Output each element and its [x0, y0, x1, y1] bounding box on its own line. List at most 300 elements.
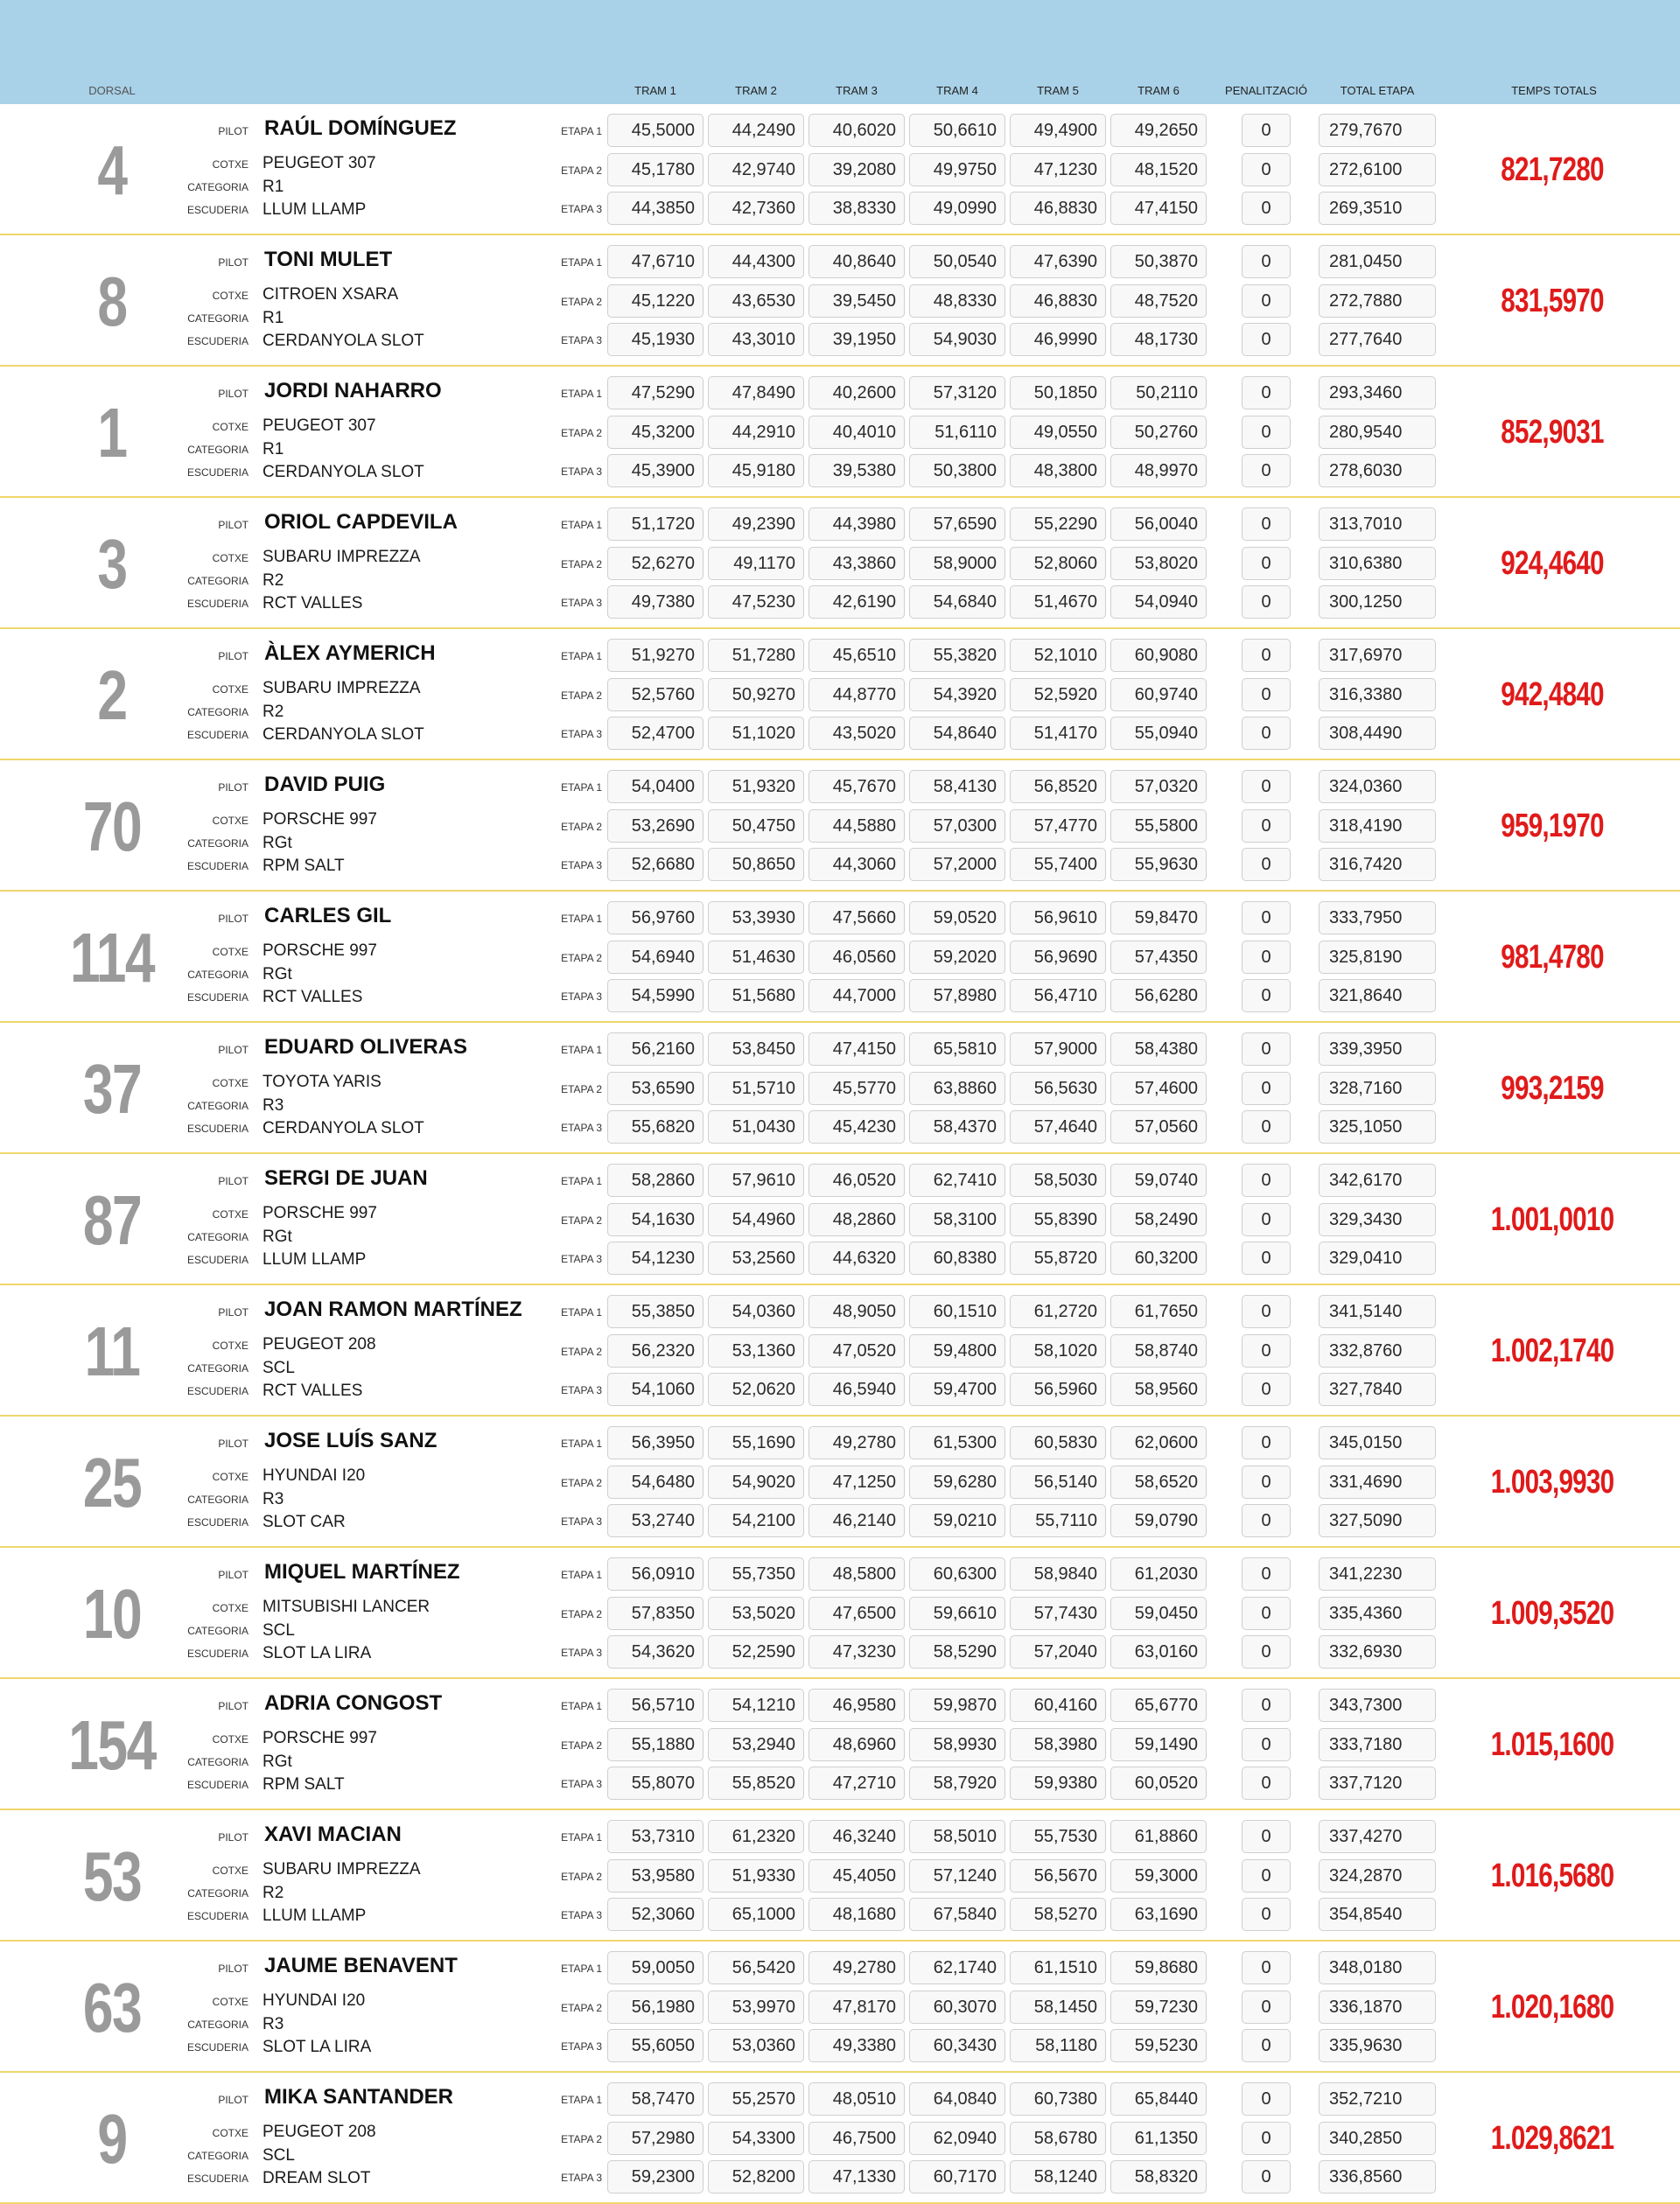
- penalty-value: 0: [1242, 1859, 1291, 1893]
- penalty-value: 0: [1242, 2082, 1291, 2116]
- categoria-value: R3: [262, 1490, 284, 1508]
- tram-time: 58,9840: [1010, 1557, 1106, 1591]
- tram-time: 54,9020: [708, 1466, 804, 1499]
- label-cotxe: COTXE: [212, 290, 248, 302]
- label-categoria: CATEGORIA: [187, 1231, 248, 1243]
- tram-time: 44,2910: [708, 416, 804, 449]
- total-time: 1.029,8621: [1490, 2120, 1614, 2157]
- penalty-value: 0: [1242, 192, 1291, 225]
- tram-time: 58,7470: [607, 2082, 704, 2116]
- stage-label: ETAPA 3: [561, 465, 602, 478]
- tram-time: 55,7530: [1010, 1820, 1106, 1853]
- tram-time: 58,8740: [1110, 1334, 1207, 1368]
- dorsal-number: 63: [82, 1969, 142, 2047]
- pilot-name: DAVID PUIG: [264, 773, 386, 796]
- penalty-value: 0: [1242, 1295, 1291, 1328]
- penalty-value: 0: [1242, 1635, 1291, 1669]
- tram-time: 58,2490: [1110, 1203, 1207, 1236]
- tram-time: 47,6500: [808, 1597, 905, 1630]
- tram-time: 53,2560: [708, 1242, 804, 1275]
- total-time: 1.020,1680: [1490, 1989, 1614, 2026]
- stage-total: 328,7160: [1319, 1072, 1436, 1105]
- tram-time: 54,1230: [607, 1242, 704, 1275]
- tram-time: 64,0840: [909, 2082, 1005, 2116]
- stage-label: ETAPA 2: [561, 1214, 602, 1227]
- penalty-value: 0: [1242, 1334, 1291, 1368]
- pilot-name: CARLES GIL: [264, 904, 392, 927]
- tram-time: 55,8390: [1010, 1203, 1106, 1236]
- tram-time: 55,3820: [909, 639, 1005, 672]
- result-row: [0, 2073, 1680, 2204]
- stage-total: 327,5090: [1319, 1504, 1436, 1537]
- penalty-value: 0: [1242, 1164, 1291, 1197]
- categoria-value: R3: [262, 1096, 284, 1115]
- tram-time: 57,0560: [1110, 1110, 1207, 1144]
- label-pilot: PILOT: [218, 781, 248, 794]
- tram-time: 58,8320: [1110, 2160, 1207, 2194]
- tram-time: 55,7110: [1010, 1504, 1106, 1537]
- tram-time: 58,9930: [909, 1728, 1005, 1761]
- dorsal-number: 87: [82, 1181, 142, 1259]
- tram-time: 59,0450: [1110, 1597, 1207, 1630]
- penalty-value: 0: [1242, 507, 1291, 541]
- penalty-value: 0: [1242, 1898, 1291, 1931]
- label-escuderia: ESCUDERIA: [186, 204, 248, 216]
- tram-time: 51,9330: [708, 1859, 804, 1893]
- tram-time: 48,1520: [1110, 153, 1207, 186]
- total-time: 1.001,0010: [1490, 1201, 1614, 1238]
- penalty-value: 0: [1242, 1557, 1291, 1591]
- pilot-name: XAVI MACIAN: [264, 1823, 402, 1846]
- tram-time: 46,8830: [1010, 192, 1106, 225]
- label-escuderia: ESCUDERIA: [186, 1123, 248, 1135]
- pilot-name: JOSE LUÍS SANZ: [264, 1429, 438, 1452]
- label-pilot: PILOT: [218, 388, 248, 400]
- tram-time: 59,8680: [1110, 1951, 1207, 1984]
- tram-time: 46,3240: [808, 1820, 905, 1853]
- label-cotxe: COTXE: [212, 1733, 248, 1746]
- categoria-value: R2: [262, 1884, 284, 1902]
- tram-time: 44,3850: [607, 192, 704, 225]
- header-column-3: TRAM 3: [836, 84, 878, 97]
- stage-label: ETAPA 2: [561, 2133, 602, 2145]
- cotxe-value: PORSCHE 997: [262, 810, 377, 829]
- stage-label: ETAPA 1: [561, 125, 602, 137]
- tram-time: 59,9870: [909, 1689, 1005, 1722]
- label-cotxe: COTXE: [212, 1471, 248, 1483]
- pilot-name: TONI MULET: [264, 248, 393, 271]
- dorsal-number: 9: [97, 2100, 127, 2178]
- penalty-value: 0: [1242, 1504, 1291, 1537]
- tram-time: 49,2780: [808, 1951, 905, 1984]
- stage-total: 277,7640: [1319, 323, 1436, 356]
- escuderia-value: LLUM LLAMP: [262, 1907, 367, 1925]
- tram-time: 45,3900: [607, 454, 704, 487]
- tram-time: 63,1690: [1110, 1898, 1207, 1931]
- results-table: [0, 104, 1680, 2204]
- tram-time: 47,8170: [808, 1991, 905, 2024]
- cotxe-value: HYUNDAI I20: [262, 1991, 366, 2010]
- dorsal-number: 8: [97, 262, 127, 340]
- categoria-value: R1: [262, 440, 284, 458]
- stage-label: ETAPA 3: [561, 1253, 602, 1265]
- label-pilot: PILOT: [218, 125, 248, 137]
- stage-total: 329,0410: [1319, 1242, 1436, 1275]
- categoria-value: RGt: [262, 834, 292, 852]
- tram-time: 46,9580: [808, 1689, 905, 1722]
- penalty-value: 0: [1242, 639, 1291, 672]
- pilot-name: EDUARD OLIVERAS: [264, 1035, 468, 1059]
- tram-time: 46,7500: [808, 2122, 905, 2155]
- tram-time: 57,8980: [909, 979, 1005, 1012]
- tram-time: 54,0400: [607, 770, 704, 803]
- tram-time: 56,9690: [1010, 941, 1106, 974]
- penalty-value: 0: [1242, 1951, 1291, 1984]
- tram-time: 51,9320: [708, 770, 804, 803]
- dorsal-number: 154: [68, 1706, 156, 1784]
- tram-time: 55,0940: [1110, 717, 1207, 750]
- stage-total: 337,4270: [1319, 1820, 1436, 1853]
- tram-time: 45,6510: [808, 639, 905, 672]
- stage-label: ETAPA 2: [561, 2002, 602, 2014]
- penalty-value: 0: [1242, 979, 1291, 1012]
- tram-time: 48,0510: [808, 2082, 905, 2116]
- tram-time: 45,1930: [607, 323, 704, 356]
- stage-total: 341,5140: [1319, 1295, 1436, 1328]
- result-row: [0, 1417, 1680, 1548]
- total-time: 1.002,1740: [1490, 1333, 1614, 1369]
- tram-time: 52,4700: [607, 717, 704, 750]
- escuderia-value: SLOT CAR: [262, 1513, 346, 1531]
- tram-time: 58,5030: [1010, 1164, 1106, 1197]
- result-row: [0, 629, 1680, 760]
- tram-time: 39,5380: [808, 454, 905, 487]
- penalty-value: 0: [1242, 114, 1291, 147]
- tram-time: 54,1060: [607, 1373, 704, 1406]
- stage-label: ETAPA 2: [561, 558, 602, 570]
- stage-label: ETAPA 3: [561, 203, 602, 215]
- stage-label: ETAPA 3: [561, 728, 602, 740]
- tram-time: 46,2140: [808, 1504, 905, 1537]
- header-total-etapa: TOTAL ETAPA: [1340, 84, 1415, 97]
- pilot-name: JAUME BENAVENT: [264, 1954, 458, 1977]
- tram-time: 58,1240: [1010, 2160, 1106, 2194]
- tram-time: 45,9180: [708, 454, 804, 487]
- label-categoria: CATEGORIA: [187, 1494, 248, 1506]
- tram-time: 39,2080: [808, 153, 905, 186]
- tram-time: 54,3300: [708, 2122, 804, 2155]
- stage-label: ETAPA 3: [561, 859, 602, 871]
- tram-time: 57,7430: [1010, 1597, 1106, 1630]
- penalty-value: 0: [1242, 416, 1291, 449]
- cotxe-value: SUBARU IMPREZZA: [262, 1860, 421, 1879]
- tram-time: 54,3920: [909, 678, 1005, 711]
- tram-time: 54,9030: [909, 323, 1005, 356]
- penalty-value: 0: [1242, 809, 1291, 843]
- stage-label: ETAPA 3: [561, 1647, 602, 1659]
- tram-time: 45,3200: [607, 416, 704, 449]
- tram-time: 56,3950: [607, 1426, 704, 1459]
- tram-time: 53,6590: [607, 1072, 704, 1105]
- tram-time: 49,0990: [909, 192, 1005, 225]
- tram-time: 47,5230: [708, 585, 804, 619]
- tram-time: 56,2160: [607, 1032, 704, 1066]
- tram-time: 47,1330: [808, 2160, 905, 2194]
- stage-total: 352,7210: [1319, 2082, 1436, 2116]
- tram-time: 49,4900: [1010, 114, 1106, 147]
- categoria-value: R1: [262, 309, 284, 327]
- tram-time: 43,3860: [808, 547, 905, 580]
- stage-label: ETAPA 1: [561, 913, 602, 925]
- tram-time: 54,4960: [708, 1203, 804, 1236]
- penalty-value: 0: [1242, 454, 1291, 487]
- tram-time: 58,1020: [1010, 1334, 1106, 1368]
- tram-time: 60,5830: [1010, 1426, 1106, 1459]
- tram-time: 50,1850: [1010, 376, 1106, 409]
- stage-label: ETAPA 3: [561, 334, 602, 346]
- result-row: [0, 1679, 1680, 1810]
- total-time: 1.009,3520: [1490, 1595, 1614, 1632]
- categoria-value: RGt: [262, 1753, 292, 1771]
- stage-label: ETAPA 1: [561, 1306, 602, 1319]
- pilot-name: MIKA SANTANDER: [264, 2085, 453, 2109]
- tram-time: 49,2650: [1110, 114, 1207, 147]
- categoria-value: SCL: [262, 2146, 295, 2165]
- tram-time: 55,1880: [607, 1728, 704, 1761]
- tram-time: 50,2110: [1110, 376, 1207, 409]
- tram-time: 59,0210: [909, 1504, 1005, 1537]
- stage-label: ETAPA 3: [561, 1384, 602, 1396]
- tram-time: 59,2300: [607, 2160, 704, 2194]
- stage-label: ETAPA 2: [561, 427, 602, 439]
- categoria-value: RGt: [262, 1228, 292, 1246]
- stage-total: 318,4190: [1319, 809, 1436, 843]
- tram-time: 52,6270: [607, 547, 704, 580]
- label-pilot: PILOT: [218, 256, 248, 269]
- label-categoria: CATEGORIA: [187, 444, 248, 456]
- total-time: 1.016,5680: [1490, 1858, 1614, 1894]
- tram-time: 60,3070: [909, 1991, 1005, 2024]
- tram-time: 50,3800: [909, 454, 1005, 487]
- cotxe-value: CITROEN XSARA: [262, 285, 399, 304]
- tram-time: 59,6610: [909, 1597, 1005, 1630]
- tram-time: 46,5940: [808, 1373, 905, 1406]
- tram-time: 63,8860: [909, 1072, 1005, 1105]
- label-pilot: PILOT: [218, 1044, 248, 1056]
- stage-total: 332,8760: [1319, 1334, 1436, 1368]
- tram-time: 47,4150: [808, 1032, 905, 1066]
- result-row: [0, 235, 1680, 367]
- tram-time: 60,7170: [909, 2160, 1005, 2194]
- tram-time: 45,1780: [607, 153, 704, 186]
- tram-time: 59,4700: [909, 1373, 1005, 1406]
- label-cotxe: COTXE: [212, 158, 248, 171]
- stage-total: 324,2870: [1319, 1859, 1436, 1893]
- tram-time: 51,7280: [708, 639, 804, 672]
- stage-total: 321,8640: [1319, 979, 1436, 1012]
- stage-total: 325,1050: [1319, 1110, 1436, 1144]
- tram-time: 52,0620: [708, 1373, 804, 1406]
- tram-time: 47,6710: [607, 245, 704, 278]
- penalty-value: 0: [1242, 2160, 1291, 2194]
- stage-label: ETAPA 3: [561, 1122, 602, 1134]
- dorsal-number: 53: [82, 1837, 142, 1915]
- stage-total: 317,6970: [1319, 639, 1436, 672]
- cotxe-value: SUBARU IMPREZZA: [262, 548, 421, 566]
- header-column-1: TRAM 1: [634, 84, 676, 97]
- stage-total: 272,6100: [1319, 153, 1436, 186]
- tram-time: 58,3980: [1010, 1728, 1106, 1761]
- stage-label: ETAPA 3: [561, 1778, 602, 1790]
- label-cotxe: COTXE: [212, 1208, 248, 1221]
- tram-time: 48,8330: [909, 284, 1005, 318]
- stage-total: 327,7840: [1319, 1373, 1436, 1406]
- stage-label: ETAPA 1: [561, 1700, 602, 1712]
- dorsal-number: 114: [70, 919, 154, 997]
- penalty-value: 0: [1242, 2122, 1291, 2155]
- tram-time: 52,6680: [607, 848, 704, 881]
- stage-total: 333,7180: [1319, 1728, 1436, 1761]
- tram-time: 53,2940: [708, 1728, 804, 1761]
- tram-time: 50,4750: [708, 809, 804, 843]
- label-escuderia: ESCUDERIA: [186, 2173, 248, 2185]
- tram-time: 40,2600: [808, 376, 905, 409]
- tram-time: 59,4800: [909, 1334, 1005, 1368]
- escuderia-value: LLUM LLAMP: [262, 200, 367, 219]
- escuderia-value: SLOT LA LIRA: [262, 1644, 372, 1662]
- stage-total: 313,7010: [1319, 507, 1436, 541]
- result-row: [0, 367, 1680, 498]
- tram-time: 45,7670: [808, 770, 905, 803]
- label-pilot: PILOT: [218, 2094, 248, 2106]
- stage-total: 333,7950: [1319, 901, 1436, 934]
- stage-label: ETAPA 1: [561, 2094, 602, 2106]
- tram-time: 50,3870: [1110, 245, 1207, 278]
- cotxe-value: PEUGEOT 307: [262, 416, 376, 435]
- tram-time: 53,7310: [607, 1820, 704, 1853]
- label-pilot: PILOT: [218, 1963, 248, 1975]
- tram-time: 55,7350: [708, 1557, 804, 1591]
- dorsal-number: 10: [82, 1575, 142, 1653]
- tram-time: 56,5670: [1010, 1859, 1106, 1893]
- penalty-value: 0: [1242, 1242, 1291, 1275]
- escuderia-value: CERDANYOLA SLOT: [262, 1119, 424, 1137]
- tram-time: 58,5010: [909, 1820, 1005, 1853]
- result-row: [0, 1810, 1680, 1942]
- tram-time: 57,2980: [607, 2122, 704, 2155]
- tram-time: 51,4170: [1010, 717, 1106, 750]
- tram-time: 56,5710: [607, 1689, 704, 1722]
- tram-time: 58,4130: [909, 770, 1005, 803]
- stage-label: ETAPA 2: [561, 1871, 602, 1883]
- tram-time: 45,5000: [607, 114, 704, 147]
- total-time: 1.015,1600: [1490, 1726, 1614, 1763]
- tram-time: 58,2860: [607, 1164, 704, 1197]
- label-escuderia: ESCUDERIA: [186, 729, 248, 741]
- tram-time: 55,2290: [1010, 507, 1106, 541]
- result-row: [0, 1548, 1680, 1679]
- tram-time: 53,8450: [708, 1032, 804, 1066]
- dorsal-number: 3: [97, 525, 127, 603]
- tram-time: 40,6020: [808, 114, 905, 147]
- cotxe-value: SUBARU IMPREZZA: [262, 679, 421, 697]
- tram-time: 57,0300: [909, 809, 1005, 843]
- tram-time: 49,1170: [708, 547, 804, 580]
- tram-time: 54,1630: [607, 1203, 704, 1236]
- stage-total: 354,8540: [1319, 1898, 1436, 1931]
- dorsal-number: 25: [82, 1444, 142, 1522]
- tram-time: 49,2780: [808, 1426, 905, 1459]
- stage-label: ETAPA 2: [561, 689, 602, 702]
- tram-time: 65,5810: [909, 1032, 1005, 1066]
- result-row: [0, 760, 1680, 892]
- cotxe-value: PORSCHE 997: [262, 1204, 377, 1222]
- result-row: [0, 1023, 1680, 1154]
- tram-time: 51,0430: [708, 1110, 804, 1144]
- stage-total: 310,6380: [1319, 547, 1436, 580]
- penalty-value: 0: [1242, 1426, 1291, 1459]
- cotxe-value: PEUGEOT 307: [262, 154, 376, 172]
- stage-label: ETAPA 2: [561, 1346, 602, 1358]
- tram-time: 55,8720: [1010, 1242, 1106, 1275]
- header-temps-totals: TEMPS TOTALS: [1511, 84, 1597, 97]
- tram-time: 56,5420: [708, 1951, 804, 1984]
- stage-total: 339,3950: [1319, 1032, 1436, 1066]
- tram-time: 48,3800: [1010, 454, 1106, 487]
- tram-time: 61,1350: [1110, 2122, 1207, 2155]
- dorsal-number: 11: [84, 1312, 140, 1390]
- stage-label: ETAPA 2: [561, 1739, 602, 1752]
- tram-time: 48,6960: [808, 1728, 905, 1761]
- penalty-value: 0: [1242, 901, 1291, 934]
- tram-time: 47,8490: [708, 376, 804, 409]
- tram-time: 56,4710: [1010, 979, 1106, 1012]
- escuderia-value: CERDANYOLA SLOT: [262, 725, 424, 744]
- tram-time: 65,8440: [1110, 2082, 1207, 2116]
- stage-label: ETAPA 3: [561, 2172, 602, 2184]
- tram-time: 54,0360: [708, 1295, 804, 1328]
- stage-total: 336,8560: [1319, 2160, 1436, 2194]
- tram-time: 57,1240: [909, 1859, 1005, 1893]
- label-cotxe: COTXE: [212, 552, 248, 564]
- tram-time: 62,0600: [1110, 1426, 1207, 1459]
- penalty-value: 0: [1242, 678, 1291, 711]
- categoria-value: R2: [262, 571, 284, 590]
- stage-label: ETAPA 2: [561, 296, 602, 308]
- tram-time: 42,9740: [708, 153, 804, 186]
- tram-time: 39,5450: [808, 284, 905, 318]
- tram-time: 49,2390: [708, 507, 804, 541]
- penalty-value: 0: [1242, 1373, 1291, 1406]
- result-row: [0, 892, 1680, 1023]
- escuderia-value: DREAM SLOT: [262, 2169, 371, 2187]
- label-categoria: CATEGORIA: [187, 575, 248, 587]
- tram-time: 53,2690: [607, 809, 704, 843]
- label-pilot: PILOT: [218, 1438, 248, 1450]
- tram-time: 61,1510: [1010, 1951, 1106, 1984]
- pilot-name: JORDI NAHARRO: [264, 379, 442, 402]
- label-categoria: CATEGORIA: [187, 312, 248, 325]
- tram-time: 58,4380: [1110, 1032, 1207, 1066]
- tram-time: 48,9970: [1110, 454, 1207, 487]
- tram-time: 59,0740: [1110, 1164, 1207, 1197]
- label-escuderia: ESCUDERIA: [186, 991, 248, 1004]
- stage-total: 325,8190: [1319, 941, 1436, 974]
- tram-time: 56,8520: [1010, 770, 1106, 803]
- tram-time: 60,3200: [1110, 1242, 1207, 1275]
- stage-total: 316,7420: [1319, 848, 1436, 881]
- categoria-value: R1: [262, 178, 284, 196]
